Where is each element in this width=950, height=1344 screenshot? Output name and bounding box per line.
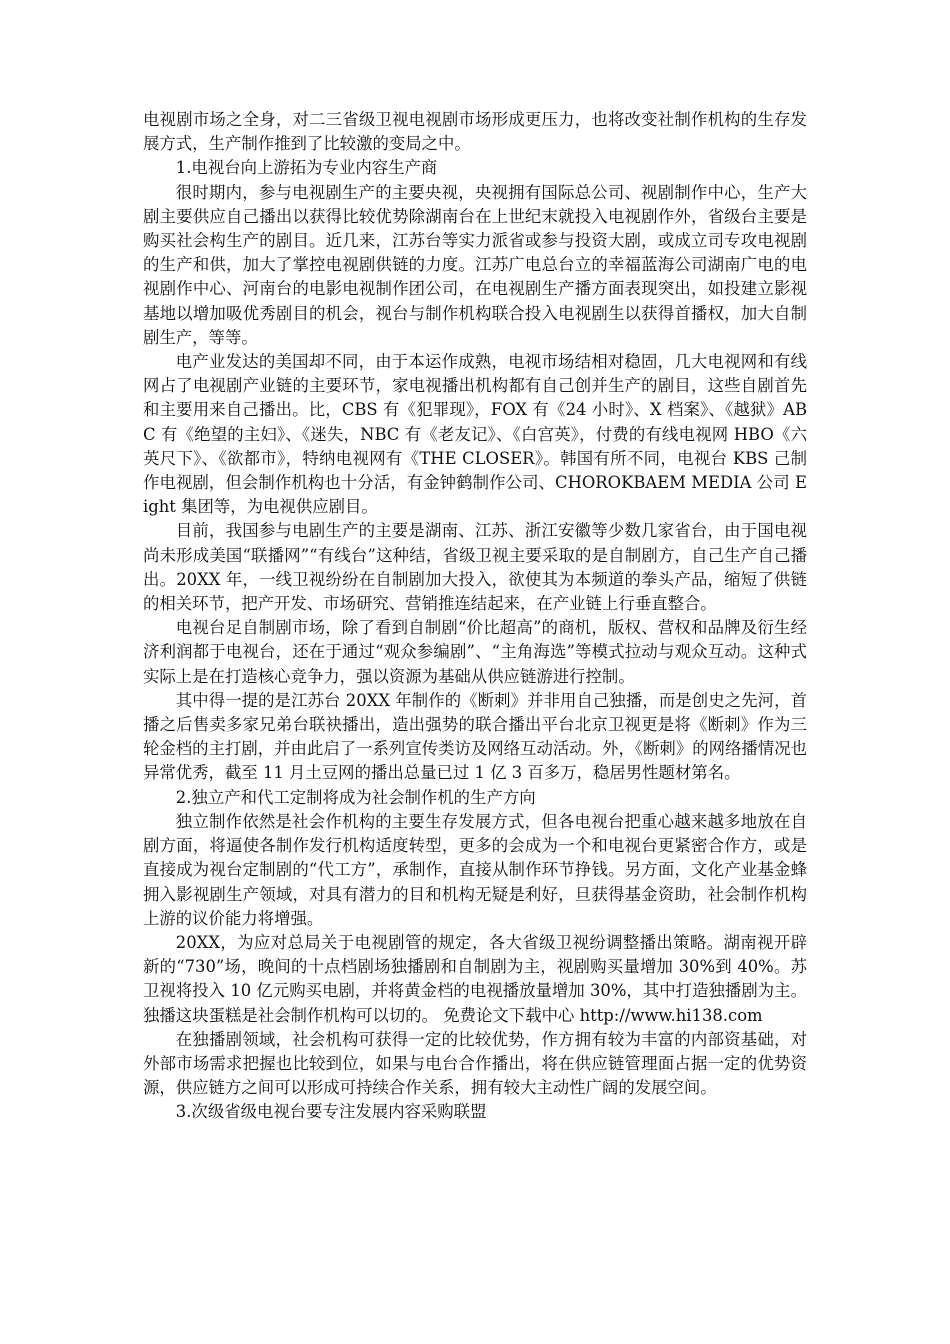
paragraph: 目前，我国参与电剧生产的主要是湖南、江苏、浙江安徽等少数几家省台，由于国电视尚未形成美国“联播网”“有线台”这种结，省级卫视主要采取的是自制剧方，自己生产自己播出。20XX 年，一线卫视纷纷在自制剧加大投入，欲使其为本频道的拳头产品，缩短了供链的相关环节，把产开发、市场研究、营销推连结起来，在产业链上行垂直整合。: [143, 521, 807, 614]
paragraph-continuation: 电视剧市场之全身，对二三省级卫视电视剧市场形成更压力，也将改变社制作机构的生存发展方式，生产制作推到了比较激的变局之中。: [143, 110, 807, 154]
paragraph: 在独播剧领域，社会机构可获得一定的比较优势，作方拥有较为丰富的内部资基础，对外部市场需求把握也比较到位，如果与电台合作播出，将在供应链管理面占据一定的优势资源，供应链方之间可以形成可持续合作关系，拥有较大主动性广阔的发展空间。: [143, 1029, 807, 1098]
document-page: [143, 108, 807, 1125]
section-heading-3: 3.次级省级电视台要专注发展内容采购联盟: [175, 1102, 487, 1122]
section-heading-2: 2.独立产和代工定制将成为社会制作机的生产方向: [175, 787, 536, 807]
paragraph: 其中得一提的是江苏台 20XX 年制作的《断刺》并非用自己独播，而是创史之先河，首播之后售卖多家兄弟台联袂播出，造出强势的联合播出平台北京卫视更是将《断刺》作为三轮金档的主打剧，并由此启了一系列宣传类访及网络互动活动。外，《断刺》的网络播情况也异常优秀，截至 11 月土豆网的播出总量已过 1 亿 3 百多万，稳居男性题材第名。: [143, 690, 807, 783]
section-heading-1: 1.电视台向上游拓为专业内容生产商: [175, 158, 438, 178]
paragraph: 电视台足自制剧市场，除了看到自制剧“价比超高”的商机，版权、营权和品牌及衍生经济利润都于电视台，还在于通过“观众参编剧”、“主角海选”等模式拉动与观众互动。这种式实际上是在打造核心竞争力，强以资源为基础从供应链游进行控制。: [143, 618, 807, 686]
paragraph: 电产业发达的美国却不同，由于本运作成熟，电视市场结相对稳固，几大电视网和有线网占了电视剧产业链的主要环节，家电视播出机构都有自己创并生产的剧目，这些自剧首先和主要用来自己播出。比，CBS 有《犯罪现》，FOX 有《24 小时》、X 档案》、《越狱》ABC 有《绝望的主妇》、《迷失，NBC 有《老友记》、《白宫英》，付费的有线电视网 HBO《六英尺下》、《欲都市》，特纳电视网有《THE CLOSER》。韩国有所不同，电视台 KBS 己制作电视剧，但会制作机构也十分活，有金钟鹤制作公司、CHOROKBAEM MEDIA 公司 Eight 集团等，为电视供应剧目。: [143, 352, 807, 517]
paragraph: 很时期内，参与电视剧生产的主要央视，央视拥有国际总公司、视剧制作中心，生产大剧主要供应自己播出以获得比较优势除湖南台在上世纪末就投入电视剧作外，省级台主要是购买社会构生产的剧目。近几来，江苏台等实力派省或参与投资大剧，或成立司专攻电视剧的生产和供，加大了掌控电视剧供链的力度。江苏广电总台立的幸福蓝海公司湖南广电的电视剧作中心、河南台的电影电视制作团公司，在电视剧生产播方面表现突出，如投建立影视基地以增加吸优秀剧目的机会，视台与制作机构联合投入电视剧生以获得首播权，加大自制剧生产，等等。: [143, 182, 807, 347]
paragraph: 独立制作依然是社会作机构的主要生存发展方式，但各电视台把重心越来越多地放在自剧方面，将逼使各制作发行机构适度转型，更多的会成为一个和电视台更紧密合作方，或是直接成为视台定制剧的“代工方”，承制作，直接从制作环节挣钱。另方面，文化产业基金蜂拥入影视剧生产领域，对具有潜力的目和机构无疑是利好，旦获得基金资助，社会制作机构上游的议价能力将增强。: [143, 811, 807, 928]
paragraph: 20XX，为应对总局关于电视剧管的规定，各大省级卫视纷调整播出策略。湖南视开辟新的“730”场，晚间的十点档剧场独播剧和自制剧为主，视剧购买量增加 30%到 40%。苏卫视将投入 10 亿元购买电剧，并将黄金档的电视播放量增加 30%，其中打造独播剧为主。独播这块蛋糕是社会制作机构可以切的。 免费论文下载中心 http://www.hi138.com: [143, 932, 807, 1025]
